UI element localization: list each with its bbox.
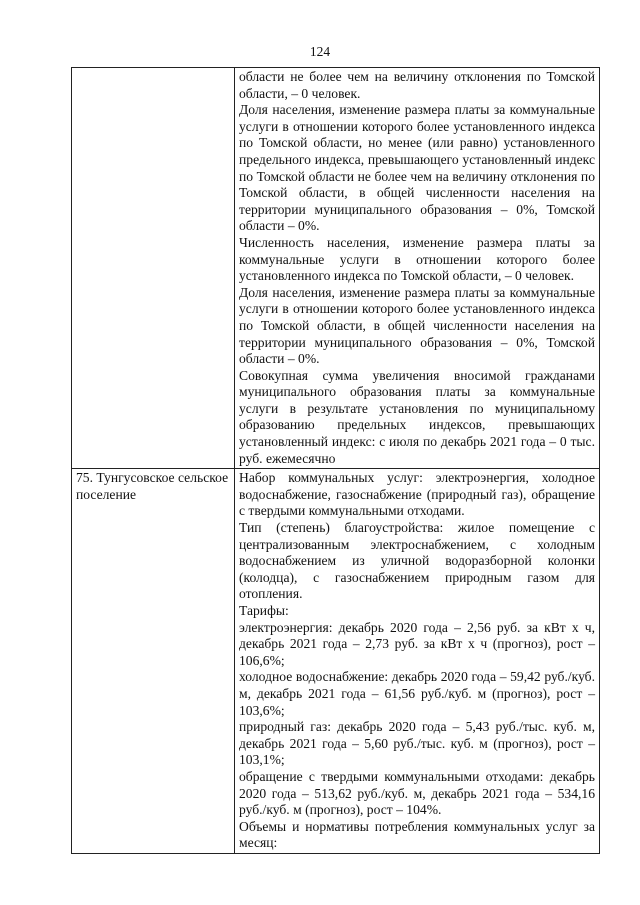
document-table [71, 67, 600, 854]
paragraph: холодное водоснабжение: декабрь 2020 года – 59,42 руб./куб. м, декабрь 2021 года – 61,56 руб./куб. м (прогноз), рост – 103,6%; [239, 669, 595, 718]
municipality-cell [72, 469, 235, 854]
paragraph: Тип (степень) благоустройства: жилое помещение с централизованным электроснабжением, с холодным водоснабжением из уличной водоразборной колонки (колодца), с газоснабжением природным газом для отопления. [239, 520, 595, 602]
paragraph: Совокупная сумма увеличения вносимой гражданами муниципального образования платы за коммунальные услуги в результате установления по муниципальному образованию предельных индексов, превышающих установленный индекс: с июля по декабрь 2021 года – 0 тыс. руб. ежемесячно [239, 367, 595, 466]
municipality-name: 75. Тунгусовское сельское поселение [76, 470, 229, 502]
paragraph: Набор коммунальных услуг: электроэнергия, холодное водоснабжение, газоснабжение (природный газ), обращение с твердыми коммунальными отходами. [239, 470, 595, 519]
paragraph: области не более чем на величину отклонения по Томской области, – 0 человек. [239, 69, 595, 101]
table-row [72, 469, 600, 854]
paragraph: природный газ: декабрь 2020 года – 5,43 руб./тыс. куб. м, декабрь 2021 года – 5,60 руб./тыс. куб. м (прогноз), рост – 103,1%; [239, 719, 595, 768]
paragraph: Доля населения, изменение размера платы за коммунальные услуги в отношении которого более установленного индекса по Томской области, в общей численности населения на территории муниципального образования – 0%, Томской области – 0%. [239, 284, 595, 367]
paragraph: обращение с твердыми коммунальными отходами: декабрь 2020 года – 513,62 руб./куб. м, декабрь 2021 года – 534,16 руб./куб. м (прогноз), рост – 104%. [239, 768, 595, 818]
paragraph: Объемы и нормативы потребления коммунальных услуг за месяц: [239, 818, 595, 851]
paragraph: Доля населения, изменение размера платы за коммунальные услуги в отношении которого более установленного индекса по Томской области, но менее (или равно) установленного предельного индекса, превышающего установленный индекс по Томской области не более чем на величину отклонения по Томской области, в общей численности населения на территории муниципального образования – 0%, Томской области – 0%. [239, 102, 595, 234]
page-number: 124 [309, 44, 331, 59]
table-row [72, 68, 600, 469]
paragraph: Численность населения, изменение размера платы за коммунальные услуги в отношении которого более установленного индекса по Томской области, – 0 человек. [239, 234, 595, 284]
municipality-cell [72, 68, 235, 469]
description-cell [235, 68, 600, 469]
paragraph: электроэнергия: декабрь 2020 года – 2,56 руб. за кВт х ч, декабрь 2021 года – 2,73 руб. за кВт х ч (прогноз), рост – 106,6%; [239, 619, 595, 668]
description-cell [235, 469, 600, 854]
paragraph: Тарифы: [239, 603, 289, 618]
